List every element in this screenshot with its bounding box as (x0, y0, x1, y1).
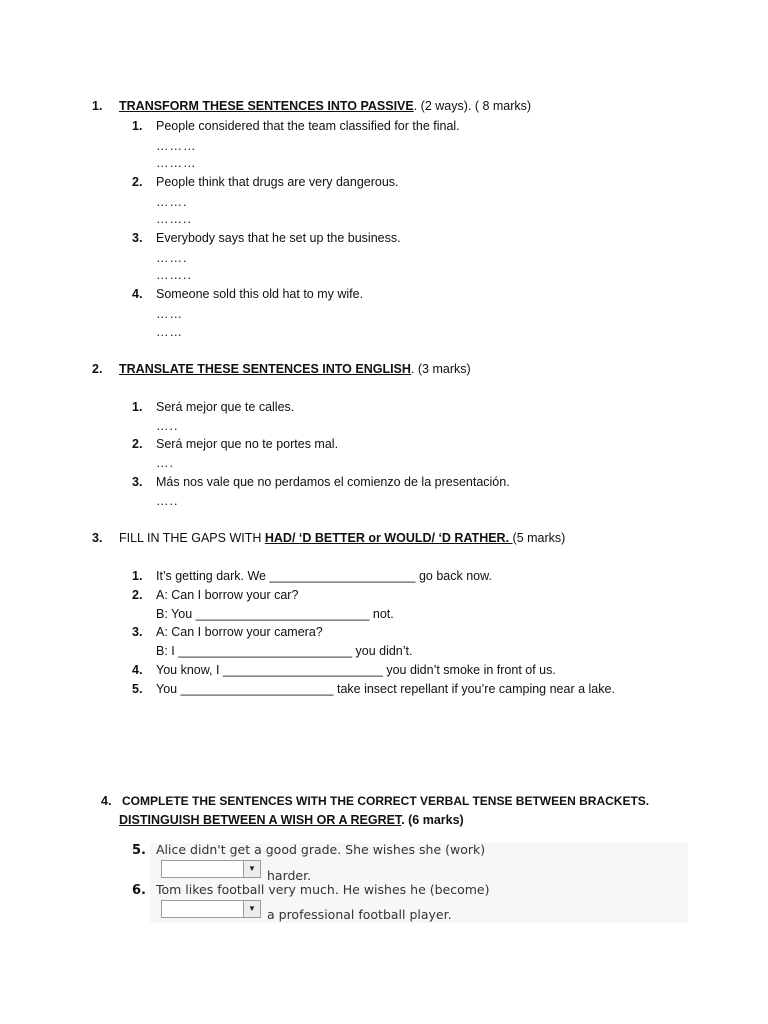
after-text: harder. (267, 868, 312, 883)
section-2-marks: . (3 marks) (410, 362, 471, 376)
item-text: Tom likes football very much. He wishes he (become) (156, 882, 490, 897)
section-3-heading (119, 530, 565, 546)
item-text: A: Can I borrow your car? (156, 588, 299, 602)
section-3-title: HAD/ ‘D BETTER or WOULD/ ‘D RATHER. (264, 531, 513, 545)
answer-dots: …… (156, 307, 183, 321)
item-number: 6. (132, 883, 146, 898)
item-number: 3. (132, 231, 143, 245)
s1-item-3 (132, 230, 401, 246)
answer-dots: ….. (156, 419, 179, 433)
item-text: Será mejor que no te portes mal. (156, 437, 339, 451)
answer-dots: ……. (156, 251, 188, 265)
item-number: 2. (132, 175, 143, 189)
item-number: 5. (132, 682, 143, 696)
answer-dots: ….. (156, 494, 179, 508)
s1-item-4 (132, 286, 363, 302)
section-4-number: 4. (101, 794, 112, 808)
s3-item-4 (132, 662, 556, 678)
s3-item-3b (132, 643, 412, 659)
s4-item-5 (132, 842, 485, 859)
item-text: Alice didn't get a good grade. She wishes she (work) (156, 842, 486, 857)
answer-dropdown-5[interactable] (161, 860, 261, 878)
item-number: 4. (132, 663, 143, 677)
item-number: 2. (132, 437, 143, 451)
s4-item-6 (132, 882, 490, 899)
chevron-down-icon[interactable]: ▼ (243, 901, 260, 917)
s3-item-2b (132, 606, 394, 622)
s2-item-3 (132, 474, 510, 490)
answer-dots: ……… (156, 139, 197, 153)
item-text: B: I _________________________ you didn’t. (156, 644, 413, 658)
section-3-number: 3. (92, 531, 103, 545)
item-text: People considered that the team classified for the final. (156, 119, 460, 133)
item-text: B: You _________________________ not. (156, 607, 394, 621)
answer-dots: …… (156, 325, 183, 339)
s3-item-2a (132, 587, 298, 603)
item-text: People think that drugs are very dangerous. (156, 175, 399, 189)
after-text: a professional football player. (267, 907, 452, 922)
item-text: It’s getting dark. We _____________________ go back now. (156, 569, 492, 583)
section-2-number: 2. (92, 362, 103, 376)
section-1-number: 1. (92, 99, 103, 113)
item-text: You ______________________ take insect repellant if you’re camping near a lake. (156, 682, 615, 696)
item-number: 1. (132, 400, 143, 414)
section-4-heading (119, 812, 464, 828)
section-3-marks: (5 marks) (512, 531, 566, 545)
chevron-down-icon[interactable]: ▼ (243, 861, 260, 877)
item-number: 3. (132, 625, 143, 639)
s2-item-2 (132, 436, 338, 452)
item-number: 4. (132, 287, 143, 301)
answer-dots: ……… (156, 156, 197, 170)
section-2-heading (119, 361, 471, 377)
s3-item-1 (132, 568, 492, 584)
answer-dots: …….. (156, 212, 192, 226)
answer-dropdown-6[interactable] (161, 900, 261, 918)
section-4-title: DISTINGUISH BETWEEN A WISH OR A REGRET (119, 813, 402, 827)
item-text: Más nos vale que no perdamos el comienzo de la presentación. (156, 475, 510, 489)
item-text: A: Can I borrow your camera? (156, 625, 323, 639)
section-2-title: TRANSLATE THESE SENTENCES INTO ENGLISH (119, 362, 411, 376)
answer-dots: ……. (156, 195, 188, 209)
item-text: Everybody says that he set up the business. (156, 231, 401, 245)
s3-item-5 (132, 681, 615, 697)
item-text: Será mejor que te calles. (156, 400, 295, 414)
item-number: 1. (132, 569, 143, 583)
section-1-title: TRANSFORM THESE SENTENCES INTO PASSIVE (119, 99, 414, 113)
section-4-marks: . (6 marks) (401, 813, 464, 827)
answer-dots: …. (156, 456, 174, 470)
section-1-heading (119, 98, 531, 114)
s1-item-1 (132, 118, 460, 134)
s2-item-1 (132, 399, 294, 415)
item-number: 1. (132, 119, 143, 133)
item-text: Someone sold this old hat to my wife. (156, 287, 364, 301)
section-1-marks: . (2 ways). ( 8 marks) (413, 99, 532, 113)
item-text: You know, I _______________________ you didn’t smoke in front of us. (156, 663, 556, 677)
item-number: 3. (132, 475, 143, 489)
s3-item-3a (132, 624, 323, 640)
section-3-prefix: FILL IN THE GAPS WITH (119, 531, 265, 545)
section-4-line1: COMPLETE THE SENTENCES WITH THE CORRECT VERBAL TENSE BETWEEN BRACKETS. (122, 794, 650, 808)
item-number: 2. (132, 588, 143, 602)
item-number: 5. (132, 843, 146, 858)
s1-item-2 (132, 174, 399, 190)
answer-dots: …….. (156, 268, 192, 282)
